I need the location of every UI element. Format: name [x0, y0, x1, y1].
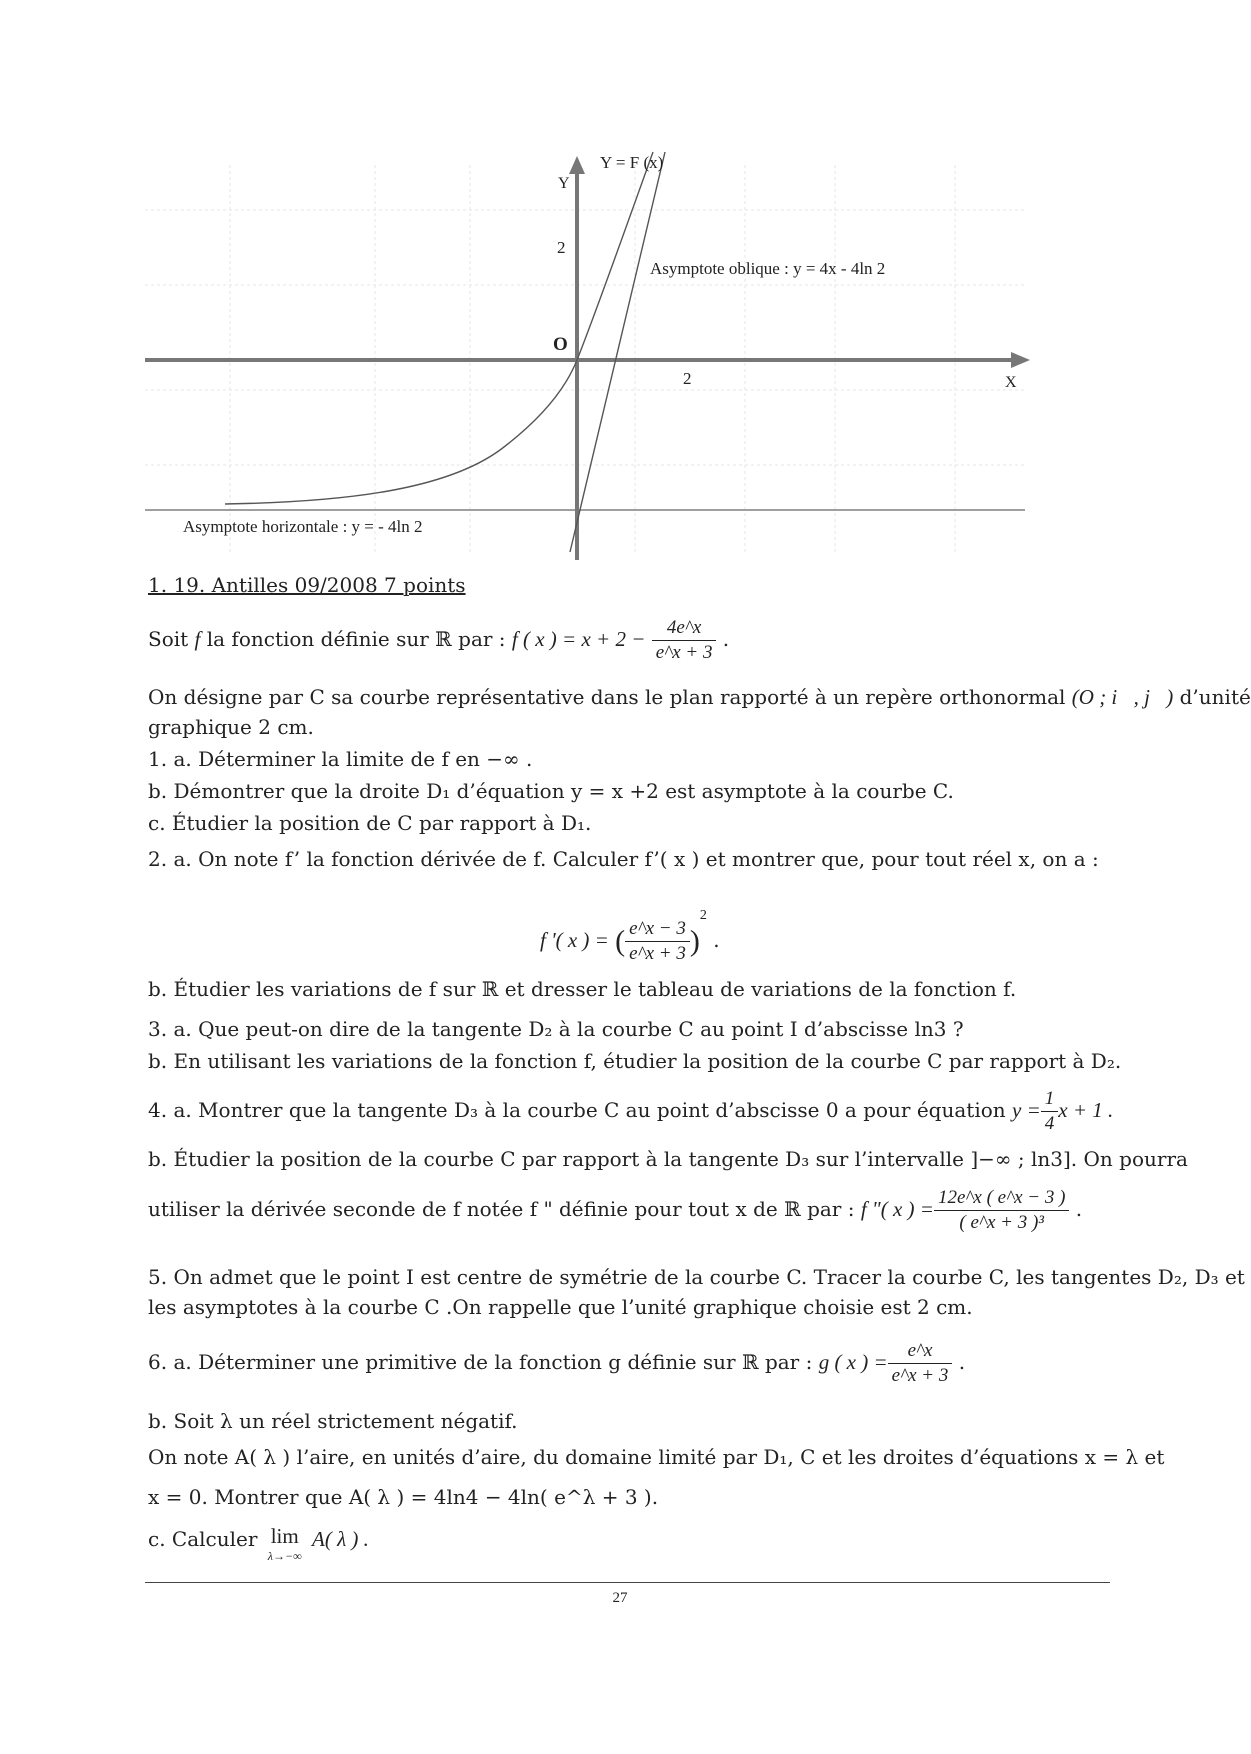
- q6b: b. Soit λ un réel strictement négatif.: [148, 1409, 518, 1433]
- q5-line2: les asymptotes à la courbe C .On rappelle que l’unité graphique choisie est 2 cm.: [148, 1295, 973, 1319]
- q4a-rhs: x + 1 .: [1058, 1098, 1114, 1122]
- repere-line: [148, 684, 1251, 710]
- intro-lhs: f ( x ) = x + 2 −: [511, 627, 646, 651]
- q6a-fraction: [888, 1339, 953, 1388]
- q6c-sub: λ→−∞: [267, 1549, 302, 1563]
- q6a-text: 6. a. Déterminer une primitive de la fonction g définie sur ℝ par :: [148, 1350, 813, 1374]
- intro-f: f: [194, 627, 201, 651]
- oblique-asymptote-label: Asymptote oblique : y = 4x - 4ln 2: [650, 259, 886, 278]
- q2a-formula: f '( x ) = ( $\frac{e\^{}x - 3}{e\^{}x + 3}$ )$^2$ .: [540, 908, 720, 964]
- paren-close: ): [689, 924, 700, 958]
- q6a-num: e^x: [888, 1339, 953, 1364]
- y-axis-arrow-icon: [569, 156, 585, 174]
- q2a: 2. a. On note f’ la fonction dérivée de f. Calculer f’( x ) et montrer que, pour tout réel x, on a :: [148, 847, 1099, 871]
- intro-fraction: [652, 616, 717, 665]
- origin-label: O: [553, 334, 568, 355]
- graph-figure: [145, 150, 1040, 560]
- q6c: [148, 1526, 369, 1566]
- q6b-line3: x = 0. Montrer que A( λ ) = 4ln4 − 4ln( e^λ + 3 ).: [148, 1485, 659, 1509]
- q6a-lhs: g ( x ) =: [818, 1350, 888, 1374]
- q3a: 3. a. Que peut-on dire de la tangente D₂ à la courbe C au point I d’abscisse ln3 ?: [148, 1017, 964, 1041]
- intro-num: 4e^x: [652, 616, 717, 641]
- limit-operator: [268, 1526, 302, 1566]
- x-axis-arrow-icon: [1011, 352, 1030, 368]
- q2a-num: e^x − 3: [625, 917, 690, 942]
- repere-line-2: graphique 2 cm.: [148, 715, 314, 739]
- q4b-text: utiliser la dérivée seconde de f notée f " définie pour tout x de ℝ par :: [148, 1197, 855, 1221]
- q4a: [148, 1082, 1113, 1138]
- q2a-lhs: f '( x ) =: [540, 928, 609, 952]
- q6c-text: c. Calculer: [148, 1527, 258, 1551]
- q2a-den: e^x + 3: [629, 943, 686, 964]
- q6a-den: e^x + 3: [891, 1365, 949, 1386]
- repere-text: On désigne par C sa courbe représentative dans le plan rapporté à un repère orthonormal: [148, 685, 1066, 709]
- intro-prefix: Soit: [148, 627, 195, 651]
- y-tick-label: 2: [557, 238, 566, 257]
- q4b-fraction: [934, 1186, 1070, 1235]
- q4b-line1: b. Étudier la position de la courbe C par rapport à la tangente D₃ sur l’intervalle ]−∞ ; ln3]. On pourra: [148, 1147, 1188, 1171]
- q4a-fraction: [1041, 1087, 1059, 1136]
- x-tick-label: 2: [683, 369, 692, 388]
- horizontal-asymptote-label: Asymptote horizontale : y = - 4ln 2: [183, 517, 423, 536]
- intro-den: e^x + 3: [655, 642, 713, 663]
- exercise-title: 1. 19. Antilles 09/2008 7 points: [148, 573, 466, 597]
- q2b: b. Étudier les variations de f sur ℝ et dresser le tableau de variations de la fonction f.: [148, 977, 1017, 1001]
- q1c: c. Étudier la position de C par rapport à D₁.: [148, 811, 592, 835]
- x-axis-label: X: [1005, 374, 1017, 391]
- page-number: 27: [612, 1590, 628, 1606]
- q4a-den: 4: [1044, 1113, 1055, 1134]
- intro-mid: la fonction définie sur ℝ par :: [200, 627, 506, 651]
- q4b-num: 12e^x ( e^x − 3 ): [934, 1186, 1070, 1211]
- curve-f: [225, 152, 653, 504]
- q6c-lim: lim: [270, 1524, 299, 1548]
- q1b: b. Démontrer que la droite D₁ d’équation y = x +2 est asymptote à la courbe C.: [148, 779, 954, 803]
- q4a-lhs: y =: [1012, 1098, 1041, 1122]
- curve-label: Y = F (x): [600, 153, 664, 172]
- repere-math: (O ; i⃗, j⃗): [1071, 685, 1174, 709]
- q4a-text: 4. a. Montrer que la tangente D₃ à la courbe C au point d’abscisse 0 a pour équation: [148, 1098, 1006, 1122]
- paren-open: (: [615, 924, 626, 958]
- y-axis-label: Y: [558, 175, 570, 192]
- graph-svg: [145, 150, 1040, 560]
- q4a-num: 1: [1041, 1087, 1059, 1112]
- q6c-rhs: A( λ ) .: [312, 1527, 369, 1551]
- q5-line1: 5. On admet que le point I est centre de symétrie de la courbe C. Tracer la courbe C, les tangentes D₂, D₃ et: [148, 1265, 1245, 1289]
- q2a-fraction: [625, 917, 690, 966]
- q4b-line2: utiliser la dérivée seconde de f notée f " définie pour tout x de ℝ par : f "( x ) = $\frac{12e\^{}x ( e\^{}x - 3 )}{\text{( e\textasciicircum{}x + 3 )³}}$ .: [148, 1187, 1083, 1233]
- q6b-line2: On note A( λ ) l’aire, en unités d’aire, du domaine limité par D₁, C et les droites d’équations x = λ et: [148, 1445, 1165, 1469]
- q4b-den: ( e^x + 3 )³: [959, 1212, 1044, 1233]
- q1a: 1. a. Déterminer la limite de f en −∞ .: [148, 747, 533, 771]
- q4b-lhs: f "( x ) =: [860, 1197, 934, 1221]
- intro-line: Soit f la fonction définie sur ℝ par : f ( x ) = x + 2 − $\frac{4e\^{}x}{e\^{}x + 3}$ .: [148, 617, 730, 663]
- q6a: 6. a. Déterminer une primitive de la fonction g définie sur ℝ par : g ( x ) = $\frac{e\^{}x}{e\^{}x + 3}$ .: [148, 1340, 966, 1386]
- footer-rule: [145, 1582, 1110, 1583]
- oblique-asymptote-line: [570, 152, 665, 552]
- repere-end: d’unité: [1179, 685, 1251, 709]
- q3b: b. En utilisant les variations de la fonction f, étudier la position de la courbe C par rapport à D₂.: [148, 1049, 1122, 1073]
- q2a-exp: 2: [699, 908, 707, 923]
